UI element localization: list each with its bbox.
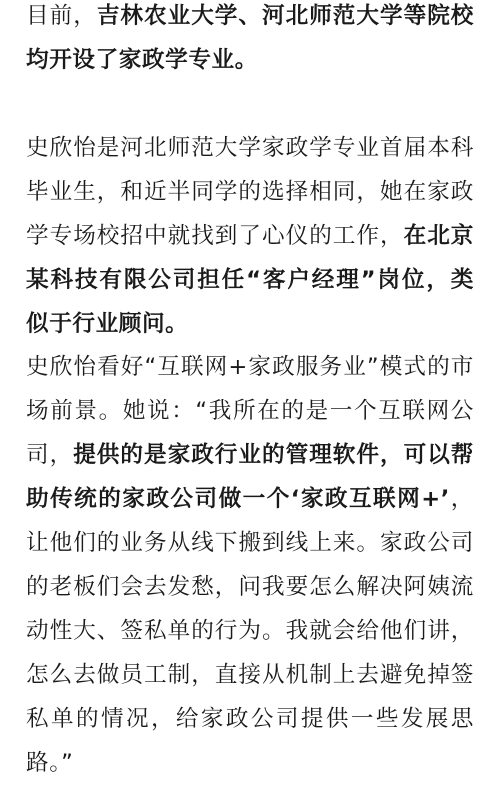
paragraph-1	[26, 0, 474, 82]
paragraph-3-text-regular-end: ，让他们的业务从线下搬到线上来。家政公司的老板们会去发愁，问我要怎么解决阿姨流动性大、签私单的行为。我就会给他们讲，怎么去做员工制，直接从机制上去避免掉签私单的情况，给家政公司提供一些发展思路。”	[26, 486, 474, 776]
paragraph-3-text-bold: 提供的是家政行业的管理软件，可以帮助传统的家政公司做一个‘家政互联网+’	[26, 442, 474, 512]
paragraph-3	[26, 345, 474, 785]
paragraph-3-text-regular: 史欣怡看好“互联网+家政服务业”模式的市场前景。她说：“我所在的是一个互联网公司，	[26, 354, 474, 468]
paragraph-1-text-bold: 吉林农业大学、河北师范大学等院校均开设了家政学专业。	[26, 3, 474, 73]
paragraph-2-text-bold: 在北京某科技有限公司担任“客户经理”岗位，类似于行业顾问。	[26, 223, 474, 337]
paragraph-2-text-regular: 史欣怡是河北师范大学家政学专业首届本科毕业生，和近半同学的选择相同，她在家政学专场校招中就找到了心仪的工作，	[26, 135, 474, 249]
paragraph-2	[26, 126, 474, 346]
paragraph-1-text-regular: 目前，	[26, 3, 97, 29]
